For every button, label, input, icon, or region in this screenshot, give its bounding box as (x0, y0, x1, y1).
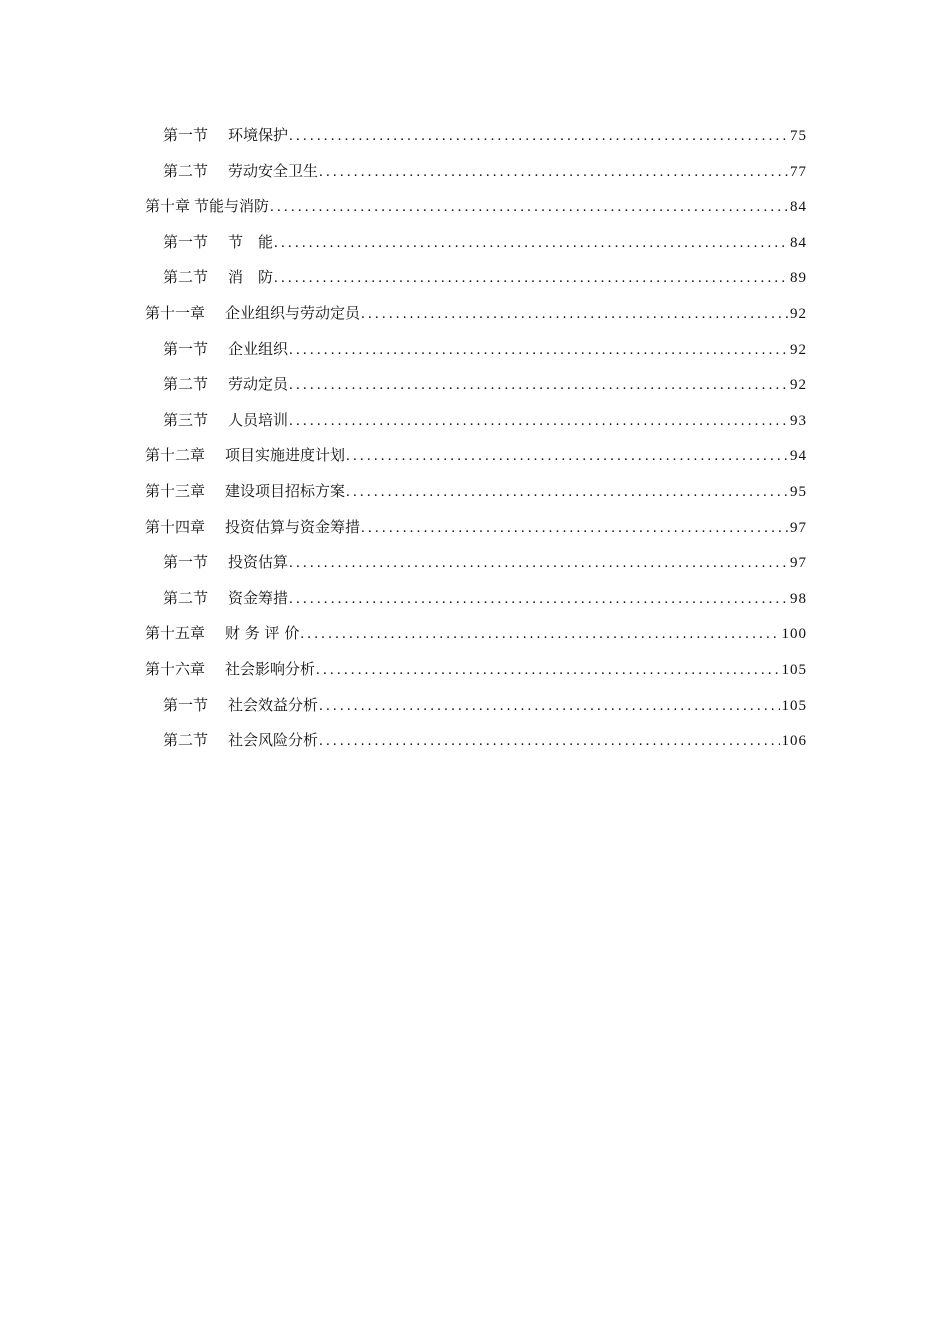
toc-entry-page: 77 (790, 163, 807, 180)
toc-dot-leader (270, 190, 788, 226)
toc-dot-leader (361, 297, 788, 333)
toc-entry-number: 第三节 (163, 410, 209, 429)
toc-entry-title: 人员培训 (228, 410, 289, 429)
toc-entry-page: 89 (790, 270, 807, 287)
toc-dot-leader (316, 653, 779, 689)
toc-entry-number: 第十一章 (145, 303, 206, 322)
toc-entry-title: 社会风险分析 (228, 731, 319, 750)
toc-entry-page: 105 (781, 661, 807, 678)
toc-entry-page: 92 (790, 341, 807, 358)
toc-entry-number: 第十三章 (145, 481, 206, 500)
toc-entry[interactable] (145, 154, 807, 190)
toc-entry-title: 建设项目招标方案 (225, 481, 346, 500)
toc-entry-title: 环境保护 (228, 126, 289, 144)
toc-entry-page: 92 (790, 305, 807, 322)
toc-entry-page: 84 (790, 234, 807, 251)
toc-dot-leader (319, 689, 779, 725)
toc-entry-title: 投资估算与资金筹措 (225, 517, 361, 536)
toc-entry-number: 第二节 (163, 161, 209, 180)
toc-dot-leader (346, 439, 788, 475)
toc-entry-number: 第二节 (163, 731, 209, 750)
toc-dot-leader (319, 724, 779, 760)
toc-entry-title: 财 务 评 价 (225, 624, 300, 643)
toc-entry-number: 第十六章 (145, 659, 206, 678)
toc-dot-leader (274, 226, 788, 262)
toc-dot-leader (361, 511, 788, 547)
toc-entry[interactable] (145, 616, 807, 652)
toc-entry-page: 93 (790, 412, 807, 429)
table-of-contents (145, 118, 807, 759)
toc-entry[interactable] (145, 723, 807, 759)
toc-entry-page: 75 (790, 128, 807, 144)
toc-entry-number: 第十五章 (145, 624, 206, 643)
toc-entry-title: 企业组织与劳动定员 (225, 303, 361, 322)
toc-dot-leader (289, 404, 788, 440)
toc-entry-page: 105 (781, 697, 807, 714)
toc-entry-number: 第十二章 (145, 446, 206, 465)
toc-dot-leader (319, 155, 788, 191)
toc-entry-page: 97 (790, 519, 807, 536)
toc-entry[interactable] (145, 118, 807, 154)
toc-entry[interactable] (145, 474, 807, 510)
toc-entry[interactable] (145, 688, 807, 724)
toc-entry[interactable] (145, 189, 807, 225)
toc-entry[interactable] (145, 652, 807, 688)
toc-dot-leader (289, 368, 788, 404)
toc-entry[interactable] (145, 438, 807, 474)
toc-entry-number: 第二节 (163, 375, 209, 394)
toc-entry-number: 第十章 (145, 197, 191, 216)
toc-entry-title: 劳动安全卫生 (228, 161, 319, 180)
toc-entry[interactable] (145, 403, 807, 439)
toc-dot-leader (289, 582, 788, 618)
toc-entry[interactable] (145, 332, 807, 368)
toc-entry-page: 100 (781, 626, 807, 643)
toc-entry-page: 95 (790, 483, 807, 500)
toc-entry-title: 企业组织 (228, 339, 289, 358)
toc-entry-title: 资金筹措 (228, 588, 289, 607)
toc-entry[interactable] (145, 296, 807, 332)
toc-entry[interactable] (145, 510, 807, 546)
toc-entry[interactable] (145, 225, 807, 261)
toc-dot-leader (289, 546, 788, 582)
toc-entry-title: 投资估算 (228, 553, 289, 572)
toc-entry-number: 第一节 (163, 553, 209, 572)
toc-entry-title: 社会影响分析 (225, 659, 316, 678)
toc-dot-leader (289, 333, 788, 369)
toc-entry-page: 84 (790, 199, 807, 216)
toc-entry-page: 92 (790, 377, 807, 394)
toc-dot-leader (300, 617, 779, 653)
toc-entry[interactable] (145, 260, 807, 296)
toc-entry[interactable] (145, 581, 807, 617)
toc-entry-title: 项目实施进度计划 (225, 446, 346, 465)
toc-entry-title: 消 防 (228, 268, 274, 287)
toc-entry-number: 第二节 (163, 588, 209, 607)
toc-entry-number: 第二节 (163, 268, 209, 287)
toc-entry[interactable] (145, 545, 807, 581)
toc-entry-page: 98 (790, 590, 807, 607)
toc-entry-number: 第一节 (163, 339, 209, 358)
toc-dot-leader (289, 119, 788, 155)
toc-entry-page: 106 (781, 733, 807, 750)
toc-dot-leader (346, 475, 788, 511)
toc-entry-title: 劳动定员 (228, 375, 289, 394)
toc-entry-title: 节 能 (228, 232, 274, 251)
toc-entry-page: 94 (790, 448, 807, 465)
toc-entry[interactable] (145, 367, 807, 403)
toc-entry-number: 第十四章 (145, 517, 206, 536)
toc-entry-page: 97 (790, 555, 807, 572)
toc-entry-number: 第一节 (163, 232, 209, 251)
toc-entry-title: 节能与消防 (194, 197, 270, 216)
toc-entry-number: 第一节 (163, 695, 209, 714)
toc-entry-title: 社会效益分析 (228, 695, 319, 714)
toc-dot-leader (274, 261, 788, 297)
toc-entry-number: 第一节 (163, 126, 209, 144)
